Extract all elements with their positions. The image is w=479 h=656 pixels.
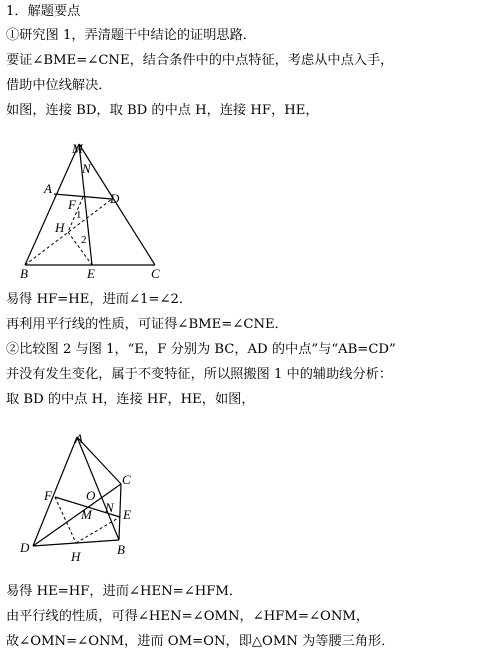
angle-label-1: 1 xyxy=(76,209,82,221)
label-N: N xyxy=(105,500,114,515)
text-line: 故∠OMN=∠ONM，进而 OM=ON，即△OMN 为等腰三角形． xyxy=(6,634,395,649)
label-H: H xyxy=(55,220,65,235)
section-heading: 1．解题要点 xyxy=(6,4,81,19)
text-line: 要证∠BME=∠CNE，结合条件中的中点特征，考虑从中点入手， xyxy=(6,53,394,68)
dashed-FH xyxy=(55,497,76,543)
label-D: D xyxy=(20,540,30,555)
text-line: 由平行线的性质，可得∠HEN=∠OMN，∠HFM=∠ONM， xyxy=(6,609,370,624)
text-line: 易得 HE=HF，进而∠HEN=∠HFM． xyxy=(6,584,243,599)
label-O: O xyxy=(86,488,96,503)
text-line: 取 BD 的中点 H，连接 HF，HE，如图， xyxy=(6,392,255,407)
label-B: B xyxy=(117,542,125,557)
figure-1 xyxy=(15,135,175,280)
label-M: M xyxy=(81,507,92,522)
text-line: 借助中位线解决． xyxy=(6,78,112,93)
angle-label-2: 2 xyxy=(81,234,87,246)
label-B: B xyxy=(20,266,28,280)
segment-BC xyxy=(119,484,121,540)
label-C: C xyxy=(122,472,131,487)
label-H: H xyxy=(71,549,81,564)
text-line: ②比较图 2 与图 1，“E，F 分别为 BC，AD 的中点”与“AB=CD” xyxy=(6,342,396,357)
label-F: F xyxy=(44,488,52,503)
label-A: A xyxy=(44,181,52,196)
label-M: M xyxy=(72,141,83,156)
text-line: 易得 HF=HE，进而∠1=∠2． xyxy=(6,292,193,307)
label-A: A xyxy=(75,431,83,446)
text-line: 并没有发生变化，属于不变特征，所以照搬图 1 中的辅助线分析： xyxy=(6,367,393,382)
text-line: 再利用平行线的性质，可证得∠BME=∠CNE． xyxy=(6,317,288,332)
label-D: D xyxy=(110,191,120,206)
text-line: ①研究图 1，弄清题干中结论的证明思路． xyxy=(6,28,256,43)
label-E: E xyxy=(87,266,95,280)
label-E: E xyxy=(123,507,131,522)
segment-CA xyxy=(77,437,121,484)
label-F: F xyxy=(68,197,76,212)
text-line: 如图，连接 BD，取 BD 的中点 H，连接 HF，HE， xyxy=(6,103,319,118)
label-C: C xyxy=(151,266,160,280)
segment-AB xyxy=(77,437,119,540)
label-N: N xyxy=(82,161,91,176)
segment-AD xyxy=(33,437,77,546)
figure-2 xyxy=(15,428,145,570)
